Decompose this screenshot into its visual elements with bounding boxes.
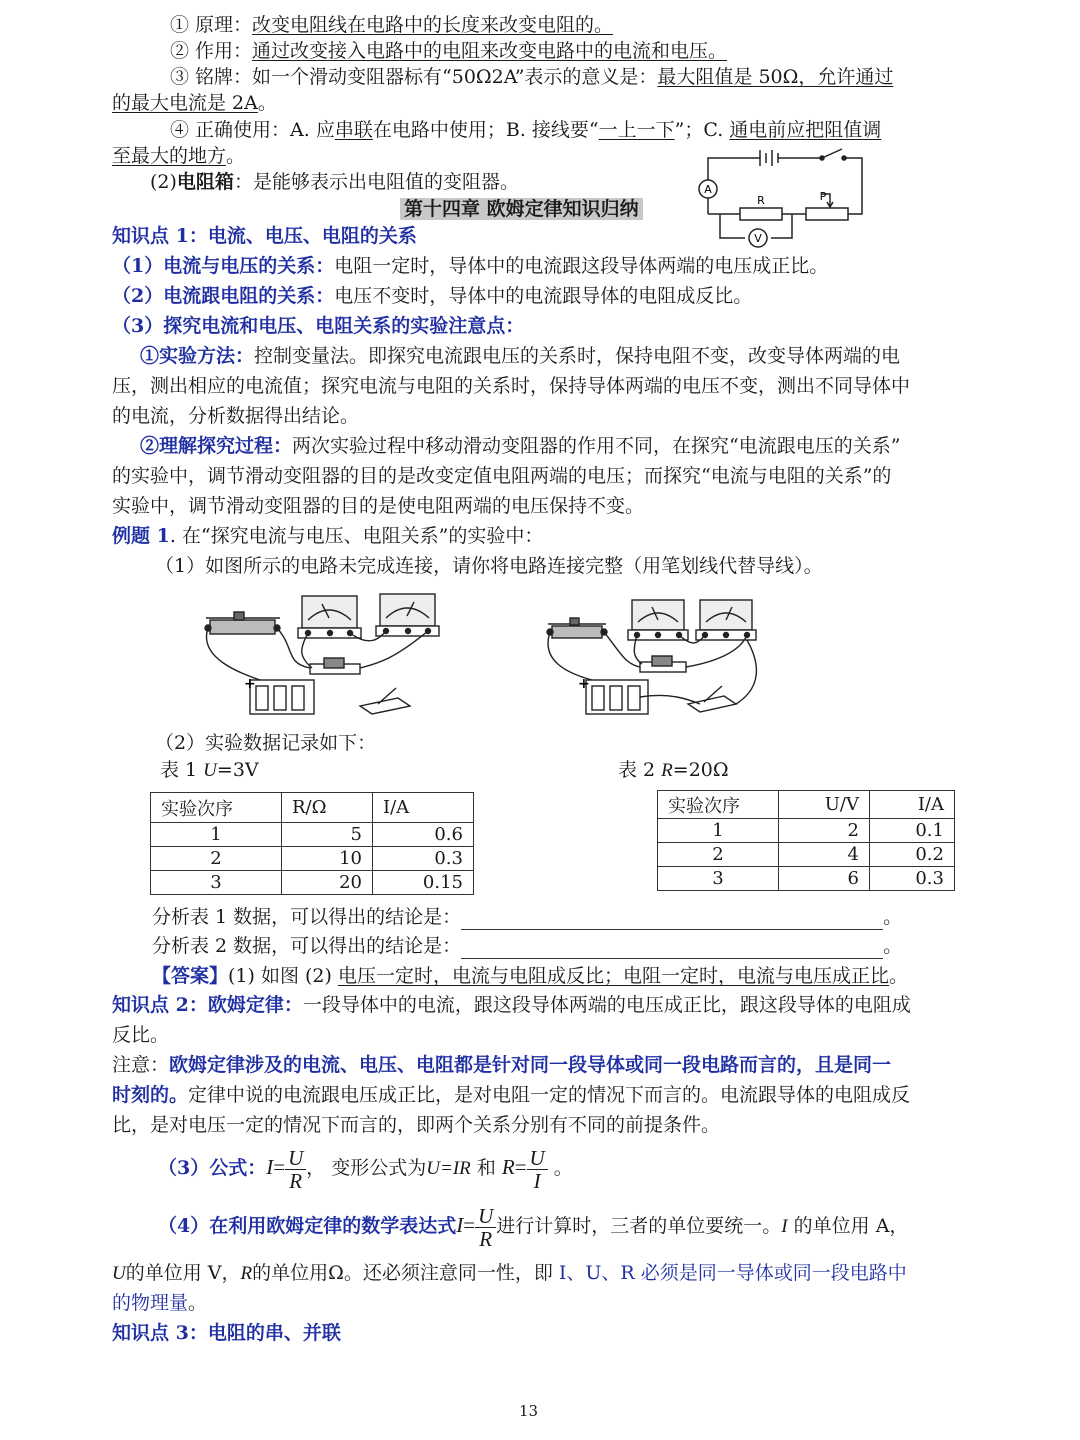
usage-prefix: ④ 正确使用：A. 应 [170,119,335,141]
table1-caption-post: =3V [216,759,259,781]
circuit-diagram [690,140,875,250]
nameplate-answer-b: 的最大电流是 2A [112,92,258,114]
nameplate-answer-a: 最大阻值是 50Ω，允许通过 [657,66,894,88]
kp1-s2-label: （2）电流跟电阻的关系： [112,285,335,307]
table2-cell: 3 [658,867,779,891]
usage-line-2 [112,143,245,169]
process-text-3: 实验中，调节滑动变阻器的目的是使电阻两端的电压保持不变。 [112,495,645,517]
point4-numerator: U [478,1203,494,1228]
point4-text-3: 的物理量 [112,1292,189,1314]
chapter-title [400,196,643,222]
formula-label: （3）公式： [158,1157,267,1179]
method-l1 [140,343,900,369]
point4-post: 进行计算时，三者的单位要统一。 [496,1215,782,1237]
resistor-label: R [757,194,765,207]
table-row [658,867,955,891]
usage-series: 串联 [334,119,373,141]
formula-fraction [285,1147,306,1192]
point4-r: R [240,1263,253,1284]
point4-fraction [475,1205,496,1250]
table-row [151,823,474,847]
answer-end: 。 [888,965,908,987]
voltmeter-label: V [754,232,762,245]
formula-line [158,1142,573,1196]
formula-fraction-2 [527,1147,548,1192]
table2-cell: 2 [658,843,779,867]
answer-pre: (1) 如图 (2) [228,965,338,987]
resistance-box-line [150,169,519,195]
principle-line [170,12,613,38]
point4-line-3 [112,1290,207,1316]
analyze-2-period: 。 [883,935,903,957]
point4-end: 。 [188,1292,208,1314]
chapter-title-text: 第十四章 欧姆定律知识归纳 [400,198,643,220]
answer-text: 电压一定时，电流与电阻成反比；电阻一定时，电流与电压成正比 [337,965,889,987]
usage-updown: 一上一下 [598,119,675,141]
nameplate-line-2 [112,90,277,116]
apparatus-figure-1 [200,588,450,720]
kp2-def-1 [112,992,911,1018]
process-l1 [140,433,900,459]
analyze-1-line [152,904,902,930]
table-1 [150,792,474,895]
battery-plus-icon: + [244,676,256,692]
kp2-note-bold-1: 欧姆定律涉及的电流、电压、电阻都是针对同一段导体或同一段电路而言的，且是同一 [169,1054,892,1076]
table1-cell: 1 [151,823,282,847]
table1-cell: 20 [282,871,373,895]
point4-u: U [112,1263,126,1284]
function-text: 通过改变接入电路中的电阻来改变电路中的电流和电压。 [252,40,728,62]
box-num: (2) [150,171,177,193]
kp1-s1-label: （1）电流与电压的关系： [112,255,335,277]
table2-header-order: 实验次序 [658,791,779,819]
kp1-s2 [112,283,752,309]
table2-cell: 0.1 [870,819,955,843]
kp2-note-bold-2: 时刻的。 [112,1084,189,1106]
formula-eq-2: = [514,1155,527,1179]
table1-header-order: 实验次序 [151,793,282,823]
fraction-numerator: U [288,1145,304,1170]
method-text-2: 压，测出相应的电流值；探究电流与电阻的关系时，保持导体两端的电压不变，测出不同导体中 [112,375,911,397]
point4-i-unit: 的单位用 A， [787,1215,909,1237]
function-label: ② 作用： [170,40,253,62]
answer-line [152,963,908,989]
answer-blank-2[interactable] [461,938,883,959]
table1-header-row [151,793,474,823]
usage-c-a: 通电前应把阻值调 [729,119,882,141]
table2-caption-pre: 表 2 [618,759,662,781]
nameplate-line [170,64,893,90]
ammeter-label: A [704,183,712,196]
question-2: （2）实验数据记录如下： [155,732,377,754]
answer-blank-1[interactable] [461,909,883,930]
principle-label: ① 原理： [170,14,253,36]
table-row [151,871,474,895]
fraction2-numerator: U [529,1145,545,1170]
table1-caption-pre: 表 1 [160,759,204,781]
table1-cell: 5 [282,823,373,847]
kp2-def-text-1: 一段导体中的电流，跟这段导体两端的电压成正比，跟这段导体的电阻成 [302,994,911,1016]
method-text-1: 控制变量法。即探究电流跟电压的关系时，保持电阻不变，改变导体两端的电 [254,345,901,367]
table1-header-r: R/Ω [282,793,373,823]
point4-r-unit: 的单位用Ω。还必须注意同一性，即 [252,1262,559,1284]
table1-caption-var: U [203,760,217,781]
method-text-3: 的电流，分析数据得出结论。 [112,405,360,427]
table1-cell: 3 [151,871,282,895]
table-2 [657,790,955,891]
table2-caption-post: =20Ω [672,759,729,781]
table2-header-row [658,791,955,819]
kp1-s3-label: （3）探究电流和电压、电阻关系的实验注意点： [112,315,525,337]
usage-end: 。 [226,145,246,167]
page-number: 13 [519,1402,539,1420]
formula-i: I [266,1155,274,1179]
table-row [658,843,955,867]
table2-cell: 1 [658,819,779,843]
nameplate-prefix: ③ 铭牌：如一个滑动变阻器标有“50Ω2A”表示的意义是： [170,66,658,88]
table-row [658,819,955,843]
process-text-1: 两次实验过程中移动滑动变阻器的作用不同，在探究“电流跟电压的关系” [292,435,901,457]
example-label: 例题 1 [112,525,170,547]
formula-end: 。 [547,1157,573,1179]
table1-cell: 10 [282,847,373,871]
formula-uir: U=IR [426,1158,471,1179]
question-1: （1）如图所示的电路未完成连接，请你将电路连接完整（用笔划线代替导线）。 [155,555,823,577]
point4-line-2 [112,1260,907,1287]
example-intro-text: . 在“探究电流与电压、电阻关系”的实验中： [169,525,544,547]
table1-header-i: I/A [373,793,474,823]
table-row [151,847,474,871]
kp2-note-label: 注意： [112,1054,170,1076]
process-text-2: 的实验中，调节滑动变阻器的目的是改变定值电阻两端的电压；而探究“电流与电阻的关系”的 [112,465,892,487]
kp1-s2-text: 电压不变时，导体中的电流跟导体的电阻成反比。 [334,285,753,307]
table2-caption [618,757,729,784]
table1-cell: 0.15 [373,871,474,895]
answer-label: 【答案】 [152,965,229,987]
principle-text: 改变电阻线在电路中的长度来改变电阻的。 [252,14,614,36]
box-label: 电阻箱 [176,171,234,193]
point4-formula-eq: = [463,1213,476,1237]
kp2-title: 知识点 2：欧姆定律： [112,994,303,1016]
kp2-def-text-2: 反比。 [112,1024,170,1046]
process-label: ②理解探究过程： [140,435,293,457]
fraction2-denominator: I [527,1169,548,1192]
slider-label: P [819,190,827,203]
analyze-2-line [152,933,902,959]
table1-caption [160,757,259,784]
formula-mid: ， 变形公式为 [306,1157,427,1179]
box-text: ：是能够表示出电阻值的变阻器。 [233,171,519,193]
method-label: ①实验方法： [140,345,255,367]
analyze-1-text: 分析表 1 数据，可以得出的结论是： [152,906,462,928]
battery-plus-icon-2: + [578,676,590,692]
nameplate-end: 。 [257,92,277,114]
table2-cell: 0.3 [870,867,955,891]
analyze-1-period: 。 [883,906,903,928]
table2-cell: 6 [779,867,870,891]
kp1-title: 知识点 1：电流、电压、电阻的关系 [112,225,417,247]
usage-c-b: 至最大的地方 [112,145,227,167]
point4-denominator: R [475,1227,496,1250]
usage-mid2: ”；C. [674,119,730,141]
table2-cell: 4 [779,843,870,867]
table1-cell: 0.3 [373,847,474,871]
apparatus-figure-2 [540,592,790,720]
kp1-s1-text: 电阻一定时，导体中的电流跟这段导体两端的电压成正比。 [334,255,829,277]
table2-cell: 0.2 [870,843,955,867]
kp3-title: 知识点 3：电阻的串、并联 [112,1322,341,1344]
point4-line-1 [158,1200,908,1254]
table2-caption-var: R [661,760,673,781]
example-intro [112,523,543,549]
kp1-s1 [112,253,828,279]
point4-formula-i: I [456,1213,464,1237]
function-line [170,38,727,64]
point4-blue: 欧姆定律的数学表达式 [266,1215,457,1237]
analyze-2-text: 分析表 2 数据，可以得出的结论是： [152,935,462,957]
fraction-denominator: R [285,1169,306,1192]
kp2-note-1 [112,1052,891,1078]
table2-header-u: U/V [779,791,870,819]
point4-pre: （4）在利用 [158,1215,267,1237]
formula-and: 和 [470,1157,502,1179]
kp2-note-2 [112,1082,910,1108]
point4-u-unit: 的单位用 V， [125,1262,241,1284]
point4-i: I [781,1216,788,1237]
point4-blue-2: I、U、R 必须是同一导体或同一段电路中 [558,1262,907,1284]
table1-cell: 0.6 [373,823,474,847]
usage-mid: 在电路中使用；B. 接线要“ [372,119,599,141]
kp2-note-text-3: 比，是对电压一定的情况下而言的，即两个关系分别有不同的前提条件。 [112,1114,721,1136]
formula-eq: = [273,1155,286,1179]
table2-cell: 2 [779,819,870,843]
table1-cell: 2 [151,847,282,871]
table2-header-i: I/A [870,791,955,819]
kp2-note-text-2: 定律中说的电流跟电压成正比，是对电阻一定的情况下而言的。电流跟导体的电阻成反 [188,1084,911,1106]
formula-r: R [501,1155,515,1179]
